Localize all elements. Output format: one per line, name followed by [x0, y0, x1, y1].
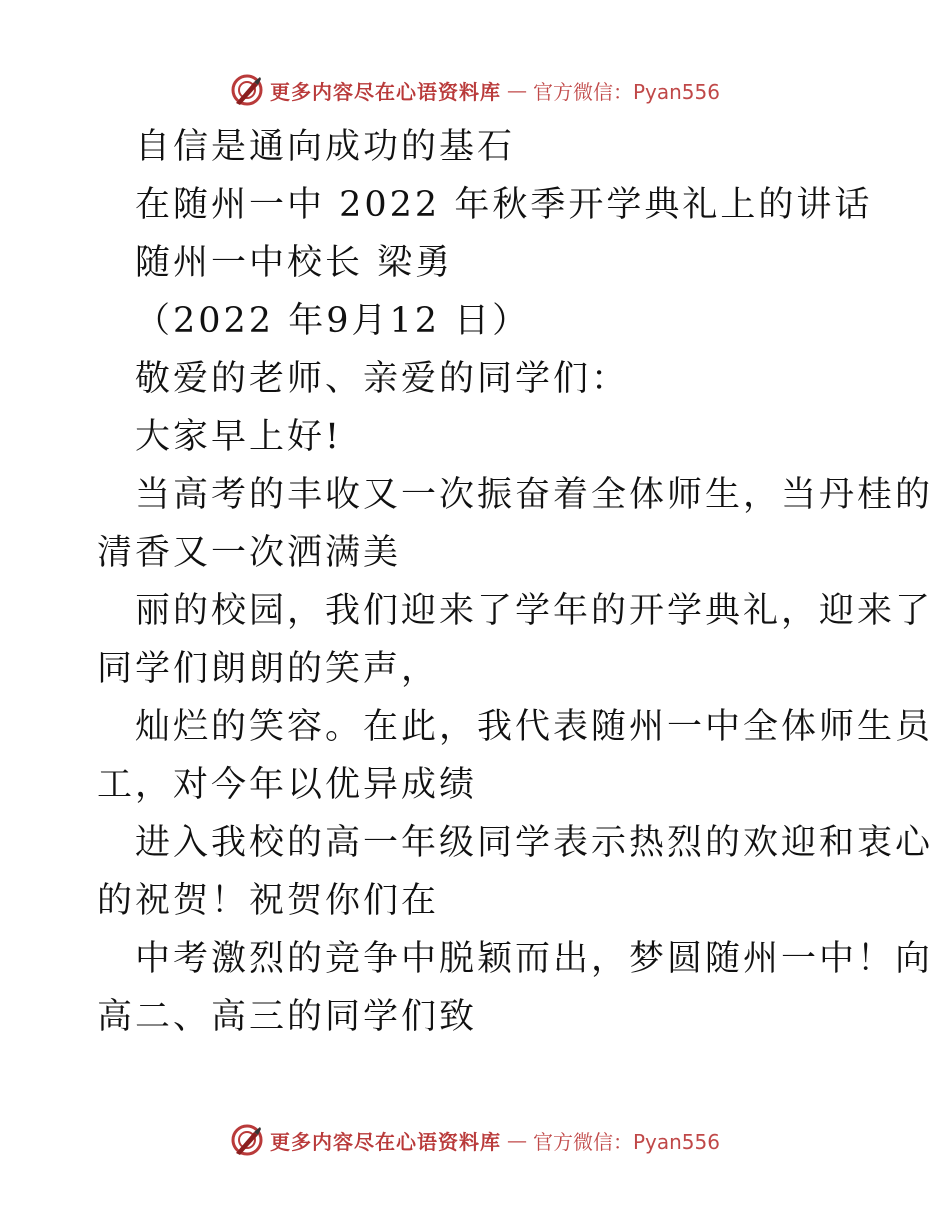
salutation: 敬爱的老师、亲爱的同学们：	[135, 359, 630, 399]
watermark-brand: 更多内容尽在心语资料库	[269, 79, 501, 104]
document-body	[97, 118, 934, 1046]
body-line: 高二、高三的同学们致	[97, 997, 478, 1037]
document-title: 自信是通向成功的基石	[135, 127, 516, 167]
greeting: 大家早上好!	[135, 417, 343, 457]
body-line: 中考激烈的竞争中脱颖而出，梦圆随州一中！向	[135, 939, 934, 979]
body-line: 进入我校的高一年级同学表示热烈的欢迎和衷心	[135, 823, 934, 863]
body-line: 工，对今年以优异成绩	[97, 765, 478, 805]
document-date: （2022 年9月12 日）	[135, 301, 531, 341]
watermark-separator: —	[506, 1128, 527, 1152]
body-line: 当高考的丰收又一次振奋着全体师生，当丹桂的	[135, 475, 934, 515]
body-line: 的祝贺！祝贺你们在	[97, 881, 440, 921]
footer-watermark	[0, 1120, 950, 1160]
pen-logo-icon	[230, 73, 264, 107]
watermark-contact: 官方微信：Pyan556	[532, 1129, 720, 1154]
header-watermark	[0, 70, 950, 110]
document-subtitle: 在随州一中 2022 年秋季开学典礼上的讲话	[135, 185, 873, 225]
watermark-group	[230, 1123, 720, 1157]
body-line: 清香又一次洒满美	[97, 533, 402, 573]
body-line: 丽的校园，我们迎来了学年的开学典礼，迎来了	[135, 591, 934, 631]
watermark-contact: 官方微信：Pyan556	[532, 79, 720, 104]
body-line: 灿烂的笑容。在此，我代表随州一中全体师生员	[135, 707, 934, 747]
pen-logo-icon	[230, 1123, 264, 1157]
watermark-separator: —	[506, 78, 527, 102]
body-line: 同学们朗朗的笑声，	[97, 649, 440, 689]
watermark-group	[230, 73, 720, 107]
watermark-brand: 更多内容尽在心语资料库	[269, 1129, 501, 1154]
document-author: 随州一中校长 梁勇	[135, 243, 454, 283]
